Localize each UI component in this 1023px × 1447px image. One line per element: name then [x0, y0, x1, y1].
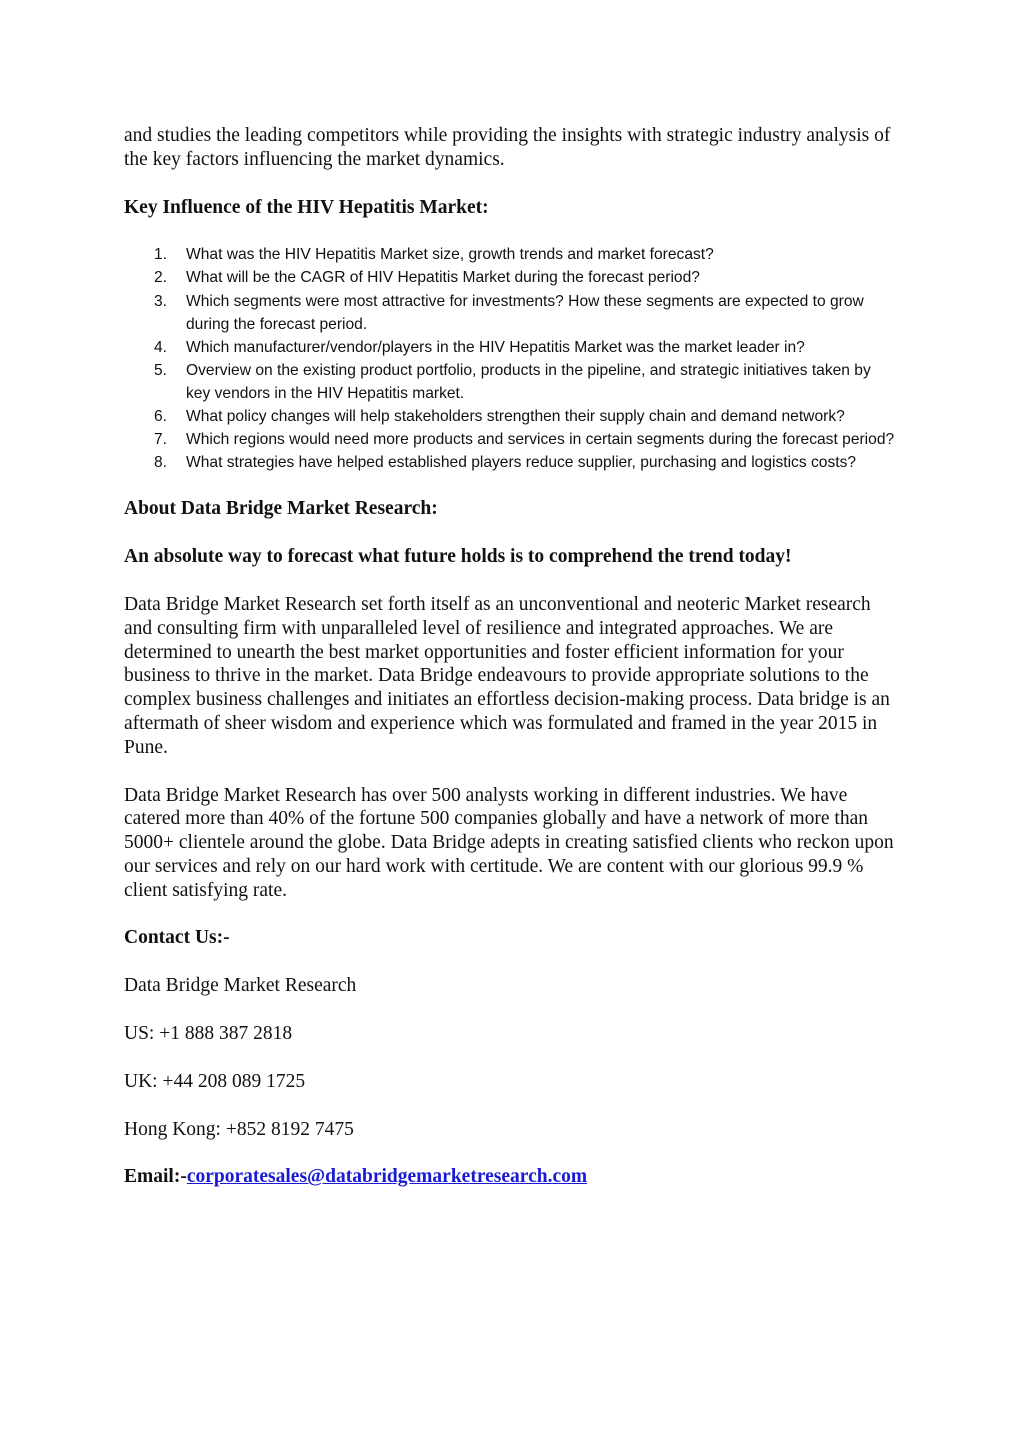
- list-item-number: 7.: [154, 431, 168, 449]
- list-item-text: Which segments were most attractive for investments? How these segments are expected to grow during the forecast period.: [186, 292, 864, 333]
- about-paragraph-1: Data Bridge Market Research set forth itself as an unconventional and neoteric Market research and consulting firm with unparalleled level of resilience and integrated approaches. We are determined to unearth the best market opportunities and foster efficient information for your business to thrive in the market. Data Bridge endeavours to provide appropriate solutions to the complex business challenges and initiates an effortless decision-making process. Data bridge is an aftermath of sheer wisdom and experience which was formulated and framed in the year 2015 in Pune.: [124, 593, 890, 758]
- list-item-text: Which regions would need more products and services in certain segments during the forecast period?: [186, 431, 895, 449]
- contact-hk-phone: Hong Kong: +852 8192 7475: [124, 1118, 354, 1140]
- about-heading: About Data Bridge Market Research:: [124, 498, 438, 520]
- list-item-text: Which manufacturer/vendor/players in the HIV Hepatitis Market was the market leader in?: [186, 338, 805, 356]
- questions-list: [124, 243, 899, 474]
- list-item: [124, 359, 899, 405]
- list-item: [124, 428, 899, 451]
- list-item: [124, 405, 899, 428]
- list-item-text: What policy changes will help stakeholders strengthen their supply chain and demand network?: [186, 408, 845, 426]
- list-item-number: 3.: [154, 292, 168, 310]
- contact-uk-phone: UK: +44 208 089 1725: [124, 1070, 306, 1092]
- list-item-text: Overview on the existing product portfolio, products in the pipeline, and strategic initiatives taken by key vendors in the HIV Hepatitis market.: [186, 361, 871, 402]
- contact-us-phone: US: +1 888 387 2818: [124, 1023, 293, 1045]
- list-item-number: 4.: [154, 338, 168, 356]
- list-item-number: 5.: [154, 361, 168, 379]
- contact-company: Data Bridge Market Research: [124, 975, 357, 997]
- key-influence-heading: Key Influence of the HIV Hepatitis Market:: [124, 196, 489, 218]
- list-item: [124, 243, 899, 266]
- document-page: [124, 124, 899, 1189]
- list-item-number: 6.: [154, 408, 168, 426]
- about-paragraph-2: Data Bridge Market Research has over 500 analysts working in different industries. We have catered more than 40% of the fortune 500 companies globally and have a network of more than 5000+ clientele around the globe. Data Bridge adepts in creating satisfied clients who reckon upon our services and rely on our hard work with certitude. We are content with our glorious 99.9 % client satisfying rate.: [124, 784, 894, 901]
- list-item-text: What was the HIV Hepatitis Market size, growth trends and market forecast?: [186, 246, 714, 264]
- list-item-text: What will be the CAGR of HIV Hepatitis Market during the forecast period?: [186, 269, 700, 287]
- list-item: [124, 290, 899, 336]
- list-item: [124, 336, 899, 359]
- tagline-heading: An absolute way to forecast what future holds is to comprehend the trend today!: [124, 546, 792, 568]
- email-link[interactable]: corporatesales@databridgemarketresearch.com: [186, 1166, 588, 1188]
- contact-heading: Contact Us:-: [124, 927, 230, 949]
- list-item: [124, 266, 899, 289]
- list-item-number: 2.: [154, 269, 168, 287]
- list-item-text: What strategies have helped established players reduce supplier, purchasing and logistics costs?: [186, 454, 857, 472]
- list-item-number: 1.: [154, 246, 168, 264]
- intro-paragraph: and studies the leading competitors while providing the insights with strategic industry analysis of the key factors influencing the market dynamics.: [124, 125, 891, 170]
- list-item: [124, 451, 899, 474]
- contact-email-line: [124, 1165, 899, 1189]
- email-label: Email:-: [124, 1166, 187, 1188]
- list-item-number: 8.: [154, 454, 168, 472]
